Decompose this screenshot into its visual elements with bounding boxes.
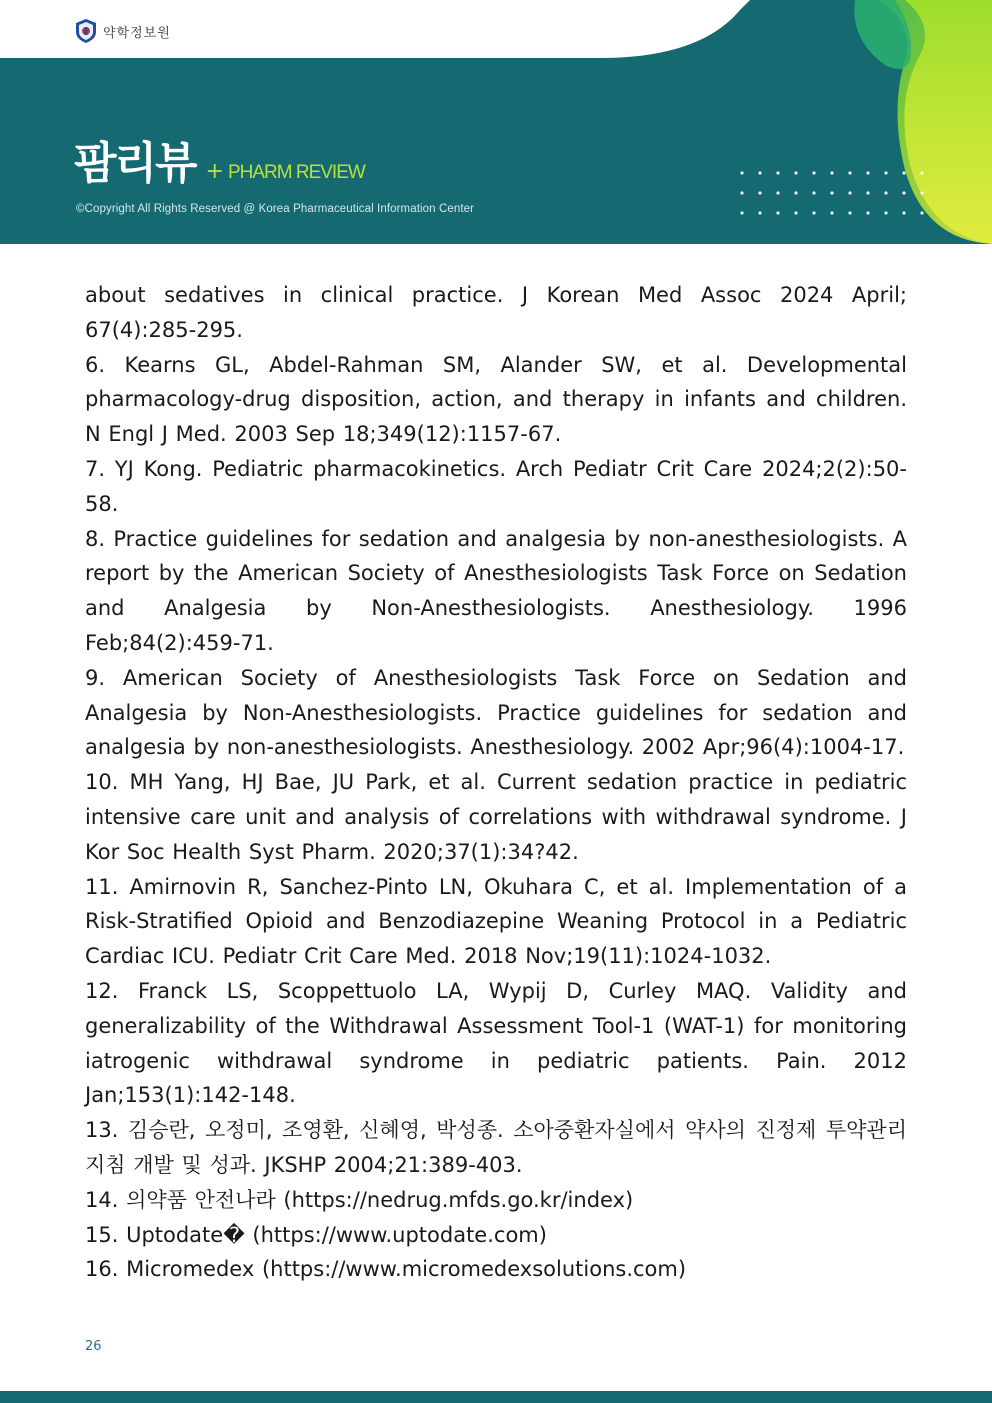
copyright-notice: ©Copyright All Rights Reserved @ Korea Pharmaceutical Information Center bbox=[76, 203, 475, 215]
reference-item: 8. Practice guidelines for sedation and analgesia by non-anesthesiologists. A report by the American Society of Anesthesiologists Task Force on Sedation and Analgesia by Non-Anesthesiologists. Anesthesiology. 1996 Feb;84(2):459-71. bbox=[85, 526, 907, 655]
reference-item: 12. Franck LS, Scoppettuolo LA, Wypij D, Curley MAQ. Validity and generalizability of the Withdrawal Assessment Tool-1 (WAT-1) for monitoring iatrogenic withdrawal syndrome in pediatric patients. Pain. 2012 Jan;153(1):142-148. bbox=[85, 978, 907, 1108]
reference-item: 10. MH Yang, HJ Bae, JU Park, et al. Current sedation practice in pediatric intensive care unit and analysis of correlations with withdrawal syndrome. J Kor Soc Health Syst Pharm. 2020;37(1):34?42. bbox=[85, 770, 907, 864]
reference-item: 15. Uptodate� (https://www.uptodate.com) bbox=[85, 1222, 547, 1247]
org-logo bbox=[75, 18, 171, 44]
page-header bbox=[0, 0, 992, 244]
reference-list bbox=[85, 278, 907, 1287]
reference-item: 9. American Society of Anesthesiologists Task Force on Sedation and Analgesia by Non-Anesthesiologists. Practice guidelines for sedation and analgesia by non-anesthesiologists. Anesthesiology. 2002 Apr;96(4):1004-17. bbox=[85, 665, 907, 760]
shield-emblem-icon bbox=[75, 18, 97, 44]
reference-item: 11. Amirnovin R, Sanchez-Pinto LN, Okuhara C, et al. Implementation of a Risk-Stratified Opioid and Benzodiazepine Weaning Protocol in a Pediatric Cardiac ICU. Pediatr Crit Care Med. 2018 Nov;19(11):1024-1032. bbox=[85, 874, 907, 969]
page-number: 26 bbox=[85, 1339, 102, 1354]
reference-item: 13. 김승란, 오정미, 조영환, 신혜영, 박성종. 소아중환자실에서 약사의 진정제 투약관리 지침 개발 및 성과. JKSHP 2004;21:389-403. bbox=[85, 1118, 907, 1177]
reference-item: 16. Micromedex (https://www.micromedexsolutions.com) bbox=[85, 1257, 687, 1282]
title-english: PHARM REVIEW bbox=[227, 162, 365, 183]
footer-bar bbox=[0, 1391, 992, 1403]
title-plus: + bbox=[205, 159, 224, 184]
title-korean: 팜리뷰 bbox=[74, 138, 196, 189]
reference-item: 6. Kearns GL, Abdel-Rahman SM, Alander SW, et al. Developmental pharmacology-drug disposition, action, and therapy in infants and children. N Engl J Med. 2003 Sep 18;349(12):1157-67. bbox=[85, 352, 907, 447]
reference-item: about sedatives in clinical practice. J Korean Med Assoc 2024 April; 67(4):285-295. bbox=[85, 283, 907, 342]
publication-title bbox=[74, 138, 365, 189]
reference-item: 14. 의약품 안전나라 (https://nedrug.mfds.go.kr/index) bbox=[85, 1187, 634, 1212]
reference-item: 7. YJ Kong. Pediatric pharmacokinetics. Arch Pediatr Crit Care 2024;2(2):50-58. bbox=[85, 456, 907, 516]
org-name: 약학정보원 bbox=[103, 25, 171, 41]
